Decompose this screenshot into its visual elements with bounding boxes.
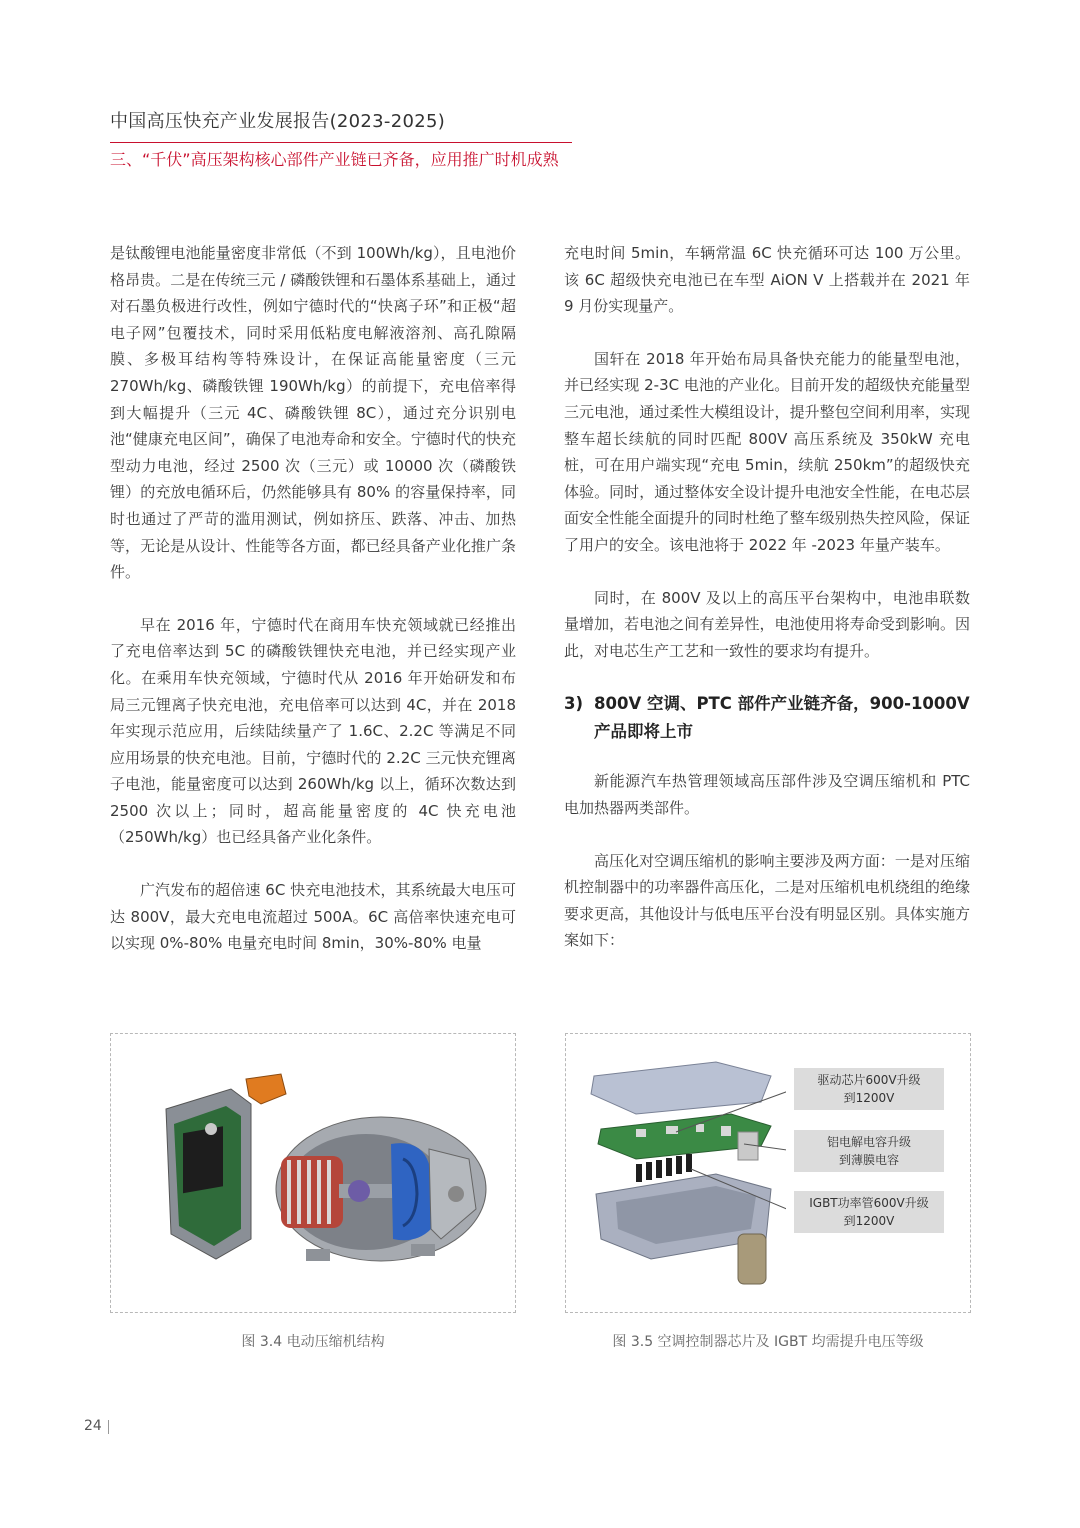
right-paragraph-5: 高压化对空调压缩机的影响主要涉及两方面：一是对压缩机控制器中的功率器件高压化，二是对压缩机电机绕组的绝缘要求更高，其他设计与低电压平台没有明显区别。具体实施方案如下： bbox=[564, 851, 970, 950]
report-title: 中国高压快充产业发展报告(2023-2025) bbox=[110, 111, 446, 132]
right-paragraph-3: 同时，在 800V 及以上的高压平台架构中，电池串联数量增加，若电池之间有差异性，电池使用将寿命受到影响。因此，对电芯生产工艺和一致性的要求均有提升。 bbox=[564, 588, 970, 660]
figure-caption-left: 图 3.4 电动压缩机结构 bbox=[241, 1334, 385, 1350]
right-paragraph-1: 充电时间 5min，车辆常温 6C 快充循环可达 100 万公里。该 6C 超级快充电池已在车型 AiON V 上搭载并在 2021 年 9 月份实现量产。 bbox=[564, 244, 970, 316]
page-number: 24 bbox=[84, 1418, 102, 1434]
callout-driver-chip: 驱动芯片600V升级 到1200V bbox=[794, 1068, 944, 1110]
section-title: 三、“千伏”高压架构核心部件产业链已齐备，应用推广时机成熟 bbox=[110, 150, 559, 169]
callout-capacitor: 铝电解电容升级 到薄膜电容 bbox=[794, 1130, 944, 1172]
subsection-title: 800V 空调、PTC 部件产业链齐备，900-1000V 产品即将上市 bbox=[594, 694, 970, 742]
left-paragraph-3: 广汽发布的超倍速 6C 快充电池技术，其系统最大电压可达 800V，最大充电电流超过 500A。6C 高倍率快速充电可以实现 0%-80% 电量充电时间 8min，30%-80% 电量 bbox=[110, 881, 516, 953]
right-paragraph-4: 新能源汽车热管理领域高压部件涉及空调压缩机和 PTC 电加热器两类部件。 bbox=[564, 772, 970, 817]
page-number-divider bbox=[108, 1420, 109, 1434]
figure-compressor bbox=[110, 1033, 516, 1313]
figure-controller bbox=[565, 1033, 971, 1313]
left-paragraph-1: 是钛酸锂电池能量密度非常低（不到 100Wh/kg），且电池价格昂贵。二是在传统三元 / 磷酸铁锂和石墨体系基础上，通过对石墨负极进行改性，例如宁德时代的“快离子环”和正极“超电子网”包覆技术，同时采用低粘度电解液溶剂、高孔隙隔膜、多极耳结构等特殊设计，在保证高能量密度（三元 270Wh/kg、磷酸铁锂 190Wh/kg）的前提下，充电倍率得到大幅提升（三元 4C、磷酸铁锂 8C），通过充分识别电池“健康充电区间”，确保了电池寿命和安全。宁德时代的快充型动力电池，经过 2500 次（三元）或 10000 次（磷酸铁锂）的充放电循环后，仍然能够具有 80% 的容量保持率，同时也通过了严苛的滥用测试，例如挤压、跌落、冲击、加热等，无论是从设计、性能等各方面，都已经具备产业化推广条件。 bbox=[110, 244, 516, 582]
figure-caption-right: 图 3.5 空调控制器芯片及 IGBT 均需提升电压等级 bbox=[612, 1334, 924, 1350]
left-paragraph-2: 早在 2016 年，宁德时代在商用车快充领域就已经推出了充电倍率达到 5C 的磷酸铁锂快充电池，并已经实现产业化。在乘用车快充领域，宁德时代从 2016 年开始研发和布局三元锂离子快充电池，充电倍率可以达到 4C，并在 2018 年实现示范应用，后续陆续量产了 1.6C、2.2C 等满足不同应用场景的快充电池。目前，宁德时代的 2.2C 三元快充锂离子电池，能量密度可以达到 260Wh/kg 以上，循环次数达到 2500 次以上；同时，超高能量密度的 4C 快充电池（250Wh/kg）也已经具备产业化条件。 bbox=[110, 615, 516, 847]
subsection-number: 3) bbox=[564, 694, 584, 714]
subsection-heading bbox=[564, 690, 970, 746]
header-divider bbox=[110, 142, 572, 143]
left-column bbox=[110, 240, 516, 983]
controller-illustration bbox=[566, 1034, 786, 1312]
compressor-illustration bbox=[111, 1034, 515, 1312]
callout-igbt: IGBT功率管600V升级 到1200V bbox=[794, 1191, 944, 1233]
right-paragraph-2: 国轩在 2018 年开始布局具备快充能力的能量型电池，并已经实现 2-3C 电池的产业化。目前开发的超级快充能量型三元电池，通过柔性大模组设计，提升整包空间利用率，实现整车超长续航的同时匹配 800V 高压系统及 350kW 充电桩，可在用户端实现“充电 5min，续航 250km”的超级快充体验。同时，通过整体安全设计提升电池安全性能，在电芯层面安全性能全面提升的同时杜绝了整车级别热失控风险，保证了用户的安全。该电池将于 2022 年 -2023 年量产装车。 bbox=[564, 349, 970, 554]
right-column bbox=[564, 240, 970, 980]
page-header bbox=[110, 108, 580, 173]
